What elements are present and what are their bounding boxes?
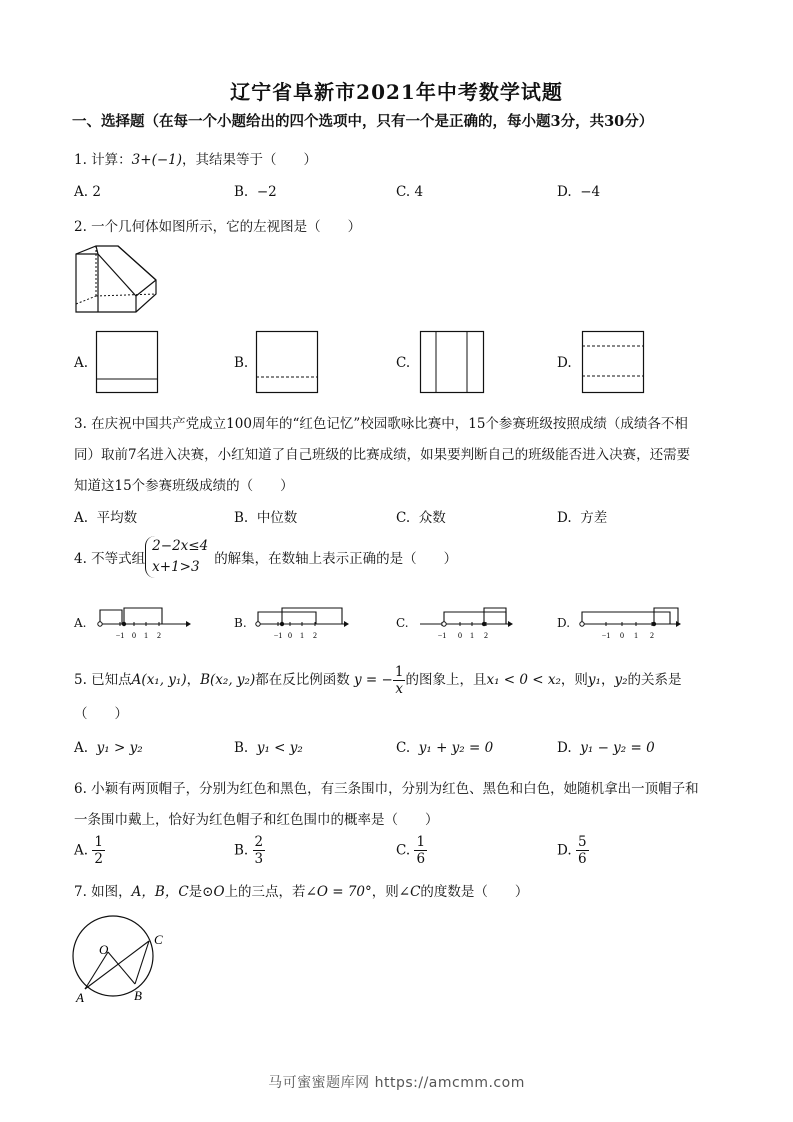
q4-inequality-system	[145, 536, 214, 578]
q5-function-lhs: y = −	[354, 672, 393, 688]
endpoint-marker	[280, 622, 284, 626]
number-line-tick-label: 2	[313, 631, 317, 640]
q2-option-d-figure[interactable]	[582, 331, 644, 393]
q4-option-b[interactable]: B.	[234, 616, 247, 630]
q6-option-b[interactable]: B. $\frac{2}{3}$	[234, 834, 264, 867]
number-line-tick-label: −1	[273, 631, 283, 640]
endpoint-marker	[122, 622, 126, 626]
q6-option-d[interactable]: D. $\frac{5}{6}$	[557, 834, 587, 867]
q4-inequality-1: 2−2x≤4	[152, 538, 209, 554]
number-line-tick-label: 1	[634, 631, 638, 640]
q4-option-a[interactable]: A.	[74, 616, 87, 630]
endpoint-marker	[580, 622, 584, 626]
q2-solid-figure	[74, 244, 158, 314]
q4-option-c[interactable]: C.	[396, 616, 409, 630]
q6-option-c[interactable]: C. $\frac{1}{6}$	[396, 834, 426, 867]
q7-label-a: A	[76, 990, 84, 1005]
number-line-tick-label: 0	[458, 631, 462, 640]
question-4-stem: 4. 不等式组 2−2x≤4 x+1>3 的解集，在数轴上表示正确的是（ ）	[74, 536, 457, 578]
solution-bracket	[484, 608, 506, 624]
q3-option-c[interactable]: C. 众数	[396, 510, 446, 526]
footer-watermark: 马可蜜蜜题库网 https://amcmm.com	[268, 1075, 525, 1091]
number-line-tick-label: 0	[132, 631, 136, 640]
section-heading: 一、选择题（在每一个小题给出的四个选项中，只有一个是正确的，每小题3分，共30分）	[72, 113, 654, 130]
number-line-tick-label: −1	[601, 631, 611, 640]
q7-label-o: O	[99, 942, 109, 957]
number-line-tick-label: 0	[620, 631, 624, 640]
q5-option-a[interactable]: A. y₁ > y₂	[74, 740, 143, 756]
q1-prefix: 1. 计算：	[74, 152, 132, 168]
solution-bracket	[258, 612, 316, 624]
q7-angle-c: ∠C	[398, 884, 421, 900]
question-1-stem	[74, 148, 317, 168]
q4-option-c-number-line[interactable]	[418, 600, 510, 642]
page-title: 辽宁省阜新市2021年中考数学试题	[230, 80, 563, 104]
solution-bracket	[282, 608, 342, 624]
q3-option-b[interactable]: B. 中位数	[234, 510, 298, 526]
q4-option-d[interactable]: D.	[557, 616, 571, 630]
q5-point-b: B(x₂, y₂)	[200, 672, 256, 688]
question-6-line-2: 一条围巾戴上，恰好为红色帽子和红色围巾的概率是（ ）	[74, 812, 439, 828]
number-line-arrow	[344, 621, 349, 627]
q2-option-c-figure[interactable]	[420, 331, 484, 393]
endpoint-marker	[652, 622, 656, 626]
q7-label-c: C	[154, 932, 163, 947]
q6-option-a[interactable]: A. $\frac{1}{2}$	[74, 834, 103, 867]
q2-option-b-figure[interactable]	[256, 331, 318, 393]
number-line-tick-label: −1	[115, 631, 125, 640]
solution-bracket	[444, 612, 506, 624]
q4-option-d-number-line[interactable]	[580, 600, 680, 642]
q1-suffix: ，其结果等于（ ）	[182, 152, 318, 168]
q5-option-d[interactable]: D. y₁ − y₂ = 0	[557, 740, 655, 756]
q2-option-a[interactable]: A.	[74, 355, 89, 371]
endpoint-marker	[256, 622, 260, 626]
q2-option-b[interactable]: B.	[234, 355, 249, 371]
question-3-line-3: 知道这15个参赛班级成绩的（ ）	[74, 478, 294, 494]
number-line-tick-label: 1	[300, 631, 304, 640]
q4-inequality-2: x+1>3	[152, 559, 200, 575]
number-line-tick-label: 2	[484, 631, 488, 640]
q5-function-fraction: $\frac{1}{x}$	[394, 664, 404, 697]
number-line-tick-label: 0	[288, 631, 292, 640]
q4-option-a-number-line[interactable]	[98, 600, 190, 642]
number-line-tick-label: 1	[470, 631, 474, 640]
number-line-arrow	[186, 621, 191, 627]
q1-option-a[interactable]: A. 2	[74, 184, 101, 200]
q5-option-b[interactable]: B. y₁ < y₂	[234, 740, 303, 756]
solution-bracket	[582, 612, 670, 624]
endpoint-marker	[442, 622, 446, 626]
q3-option-d[interactable]: D. 方差	[557, 510, 608, 526]
question-6-line-1: 6. 小颖有两顶帽子，分别为红色和黑色，有三条围巾，分别为红色、黑色和白色，她随机拿出一顶帽子和	[74, 781, 699, 797]
question-2-stem: 2. 一个几何体如图所示，它的左视图是（ ）	[74, 219, 362, 235]
q1-expression: 3+(−1)	[131, 152, 183, 168]
q5-point-a: A(x₁, y₁)	[131, 672, 187, 688]
number-line-tick-label: 1	[144, 631, 148, 640]
q2-option-d[interactable]: D.	[557, 355, 572, 371]
q7-angle-o: ∠O = 70°	[305, 884, 372, 900]
q7-label-b: B	[134, 988, 142, 1003]
q1-option-c[interactable]: C. 4	[396, 184, 424, 200]
q5-option-c[interactable]: C. y₁ + y₂ = 0	[396, 740, 494, 756]
solution-bracket	[124, 608, 162, 624]
q1-option-b[interactable]: B. −2	[234, 184, 277, 200]
question-7-stem: 7. 如图，A，B，C是⊙O上的三点，若∠O = 70°，则∠C的度数是（ ）	[74, 884, 529, 900]
solution-bracket	[100, 610, 122, 624]
number-line-tick-label: −1	[437, 631, 447, 640]
q5-condition: x₁ < 0 < x₂	[486, 672, 561, 688]
question-5-paren: （ ）	[74, 706, 128, 722]
endpoint-marker	[482, 622, 486, 626]
solution-bracket	[654, 608, 678, 624]
number-line-arrow	[508, 621, 513, 627]
question-3-line-2: 同）取前7名进入决赛，小红知道了自己班级的比赛成绩，如果要判断自己的班级能否进入决赛，还需要	[74, 447, 691, 463]
question-5-stem: 5. 已知点A(x₁, y₁)，B(x₂, y₂)都在反比例函数 y = − $\frac{1}{x}$ 的图象上，且x₁ < 0 < x₂，则y₁，y₂的关系是	[74, 664, 682, 697]
number-line-tick-label: 2	[157, 631, 161, 640]
endpoint-marker	[98, 622, 102, 626]
q2-option-c[interactable]: C.	[396, 355, 411, 371]
q7-points: A，B，C	[131, 884, 189, 900]
number-line-tick-label: 2	[650, 631, 654, 640]
q4-option-b-number-line[interactable]	[256, 600, 348, 642]
q1-option-d[interactable]: D. −4	[557, 184, 601, 200]
q7-circle-figure	[68, 914, 174, 1006]
q3-option-a[interactable]: A. 平均数	[74, 510, 138, 526]
question-3-line-1: 3. 在庆祝中国共产党成立100周年的“红色记忆”校园歌咏比赛中，15个参赛班级按照成绩（成绩各不相	[74, 416, 688, 432]
q2-option-a-figure[interactable]	[96, 331, 158, 393]
